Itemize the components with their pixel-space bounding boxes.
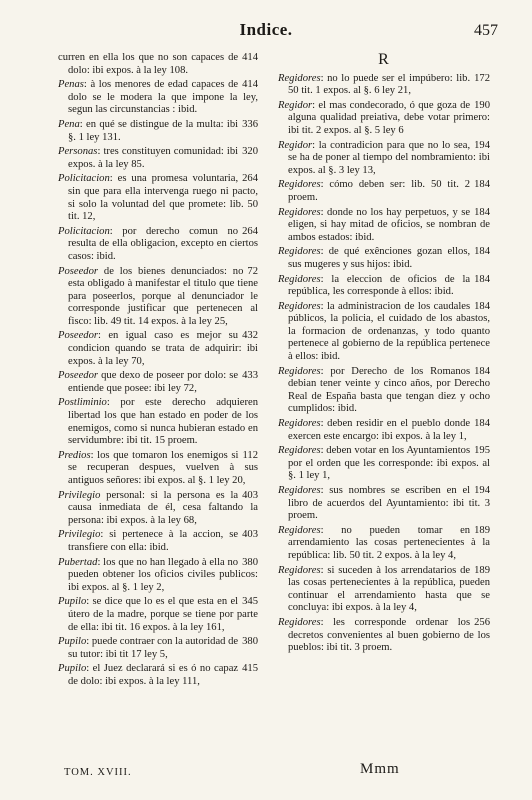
entry-headword: Regidores	[278, 273, 321, 285]
entry-page-ref: 380	[242, 556, 258, 568]
entry-page-ref: 345	[242, 596, 258, 608]
index-entry	[58, 397, 258, 447]
entry-text: : puede contraer con la autoridad de su tutor: ibi tit 17 ley 5,	[68, 636, 239, 660]
page-header-title: Indice.	[239, 20, 293, 39]
index-entry	[58, 529, 258, 554]
entry-page-ref: 403	[242, 489, 258, 501]
entry-page-ref: 320	[242, 146, 258, 158]
entry-page-ref: 264	[242, 173, 258, 185]
entry-page-ref: 195	[474, 445, 490, 457]
entry-headword: Personas	[58, 146, 98, 158]
index-entry	[278, 73, 490, 98]
index-entry	[278, 274, 490, 299]
entry-text: : sus nombres se escriben en el libro de acuerdos del Ayuntamiento: ibi tit. 3 proem.	[288, 485, 490, 522]
page-number: 457	[474, 22, 498, 39]
index-entry	[278, 565, 490, 615]
entry-headword: Regidores	[278, 300, 321, 312]
entry-page-ref: 414	[242, 79, 258, 91]
entry-text: : los que no han llegado à ella no pueden obtener los oficios civiles publicos: ibi expos. al §. 1 ley 2,	[68, 556, 258, 593]
entry-page-ref: 414	[242, 52, 258, 63]
entry-page-ref: 190	[474, 99, 490, 111]
entry-page-ref: 403	[242, 529, 258, 541]
entry-page-ref: 184	[474, 365, 490, 377]
index-entry	[278, 100, 490, 138]
entry-headword: Poseedor	[58, 370, 99, 382]
footer-signature: Mmm	[360, 761, 400, 777]
entry-headword: Policitacion	[58, 173, 110, 185]
index-entry	[278, 617, 490, 655]
entry-text: : se dice que lo es el que esta en el útero de la madre, porque se tiene por parte de ella: ibi tit. 16 expos. à la ley 161,	[68, 596, 258, 633]
entry-page-ref: 264	[242, 225, 258, 237]
entry-page-ref: 184	[474, 418, 490, 430]
entry-text: : deben votar en los Ayuntamientos por el orden que les corresponde: ibi expos. al §. 1 ley 1,	[288, 445, 490, 482]
entry-page-ref: 256	[474, 616, 490, 628]
entry-text: : la eleccion de oficios de la república, les corresponde à ellos: ibid.	[288, 273, 471, 298]
index-entry	[278, 525, 490, 563]
entry-text: : cómo deben ser: lib. 50 tit. 2 proem.	[288, 179, 471, 203]
entry-headword: Regidor	[278, 99, 313, 111]
index-entry	[58, 636, 258, 661]
entry-text: : en qué se distingue de la multa: ibi §. 1 ley 131.	[68, 118, 239, 143]
entry-headword: Poseedor	[58, 330, 99, 342]
index-entry	[58, 663, 258, 688]
index-entry	[278, 246, 490, 271]
entry-headword: Regidores	[278, 445, 321, 457]
entry-text: : el mas condecorado, ó que goza de alguna qualidad preiativa, debe votar primero: ibi tit. 2 expos. al §. 5 ley 6	[288, 99, 490, 136]
entry-page-ref: 189	[474, 524, 490, 536]
index-entry	[278, 366, 490, 416]
index-entry	[58, 119, 258, 144]
section-letter: R	[378, 51, 390, 68]
entry-text: : la administracion de los caudales públicos, la policia, el cuidado de los abastos, la formacion de ordenanzas, y todo quanto pertenece al gobierno de la república pertenece à ellos: ibid.	[288, 300, 490, 363]
entry-text: : en igual caso es mejor su condicion quando se trata de adquirir: ibi expos. à la ley 70,	[68, 330, 258, 367]
entry-text: : tres constituyen comunidad: ibi expos. à la ley 85.	[68, 146, 239, 170]
entry-headword: Regidores	[278, 616, 321, 628]
index-entry	[278, 445, 490, 483]
entry-page-ref: 194	[474, 139, 490, 151]
entry-headword: Regidores	[278, 485, 321, 496]
entry-page-ref: 184	[474, 300, 490, 312]
entry-text: : por derecho comun no resulta de ella obligacion, excepto en ciertos casos: ibid.	[68, 225, 258, 262]
entry-page-ref: 184	[474, 206, 490, 218]
entry-headword: Regidores	[278, 365, 321, 377]
entry-page-ref: 336	[242, 118, 258, 130]
index-entry	[58, 370, 258, 395]
index-column-right	[278, 52, 490, 657]
entry-headword: Privilegio	[58, 489, 101, 501]
entry-headword: Regidores	[278, 246, 321, 258]
entry-page-ref: 432	[242, 330, 258, 342]
index-entry	[278, 179, 490, 204]
entry-text: : es una promesa voluntaria, sin que para ella intervenga ruego ni pacto, si solo la voluntad del que promete: lib. 50 tit. 12,	[68, 173, 258, 223]
entry-page-ref: 172	[474, 72, 490, 84]
index-entry	[58, 226, 258, 264]
entry-text: : los que tomaron los enemigos si se recuperan despues, vuelven à sus antiguos señores: ibi expos. al §. 1 ley 20,	[68, 449, 258, 486]
entry-page-ref: 72	[247, 265, 258, 277]
entry-text: : el Juez declarará si es ó no capaz de dolo: ibi expos. à la ley 111,	[68, 663, 239, 687]
footer-volume: TOM. XVIII.	[64, 767, 132, 778]
entry-page-ref: 189	[474, 564, 490, 576]
entry-headword: Privilegio	[58, 529, 101, 541]
entry-text: : por Derecho de los Romanos debian tener veinte y cinco años, por Derecho Real de España basta que tengan diez y ocho cumplidos: ibid.	[288, 365, 490, 415]
entry-text: : donde no los hay perpetuos, y se eligen, si hay mitad de oficios, se nombran de ambos estados: ibid.	[288, 206, 490, 243]
entry-headword: Pupilo	[58, 596, 87, 608]
entry-page-ref: 433	[242, 370, 258, 382]
entry-text: : si suceden à los arrendatarios de las cosas pertenecientes à la república, pueden continuar el arrendamiento hasta que se concluya: ibi expos. à la ley 4,	[288, 564, 490, 614]
index-entry	[58, 79, 258, 117]
index-entry	[278, 207, 490, 245]
entry-headword: Regidores	[278, 179, 321, 191]
entry-headword: Penas	[58, 79, 84, 91]
entry-headword: Pupilo	[58, 636, 87, 648]
entry-text: : no pueden tomar en arrendamiento las cosas pertenecientes à la república: lib. 50 tit. 2 expos. à la ley 4,	[288, 524, 490, 561]
entry-page-ref: 112	[242, 449, 258, 461]
entry-headword: Regidores	[278, 418, 321, 430]
entry-headword: Pubertad	[58, 556, 98, 568]
entry-headword: Regidores	[278, 206, 321, 218]
index-entry	[58, 173, 258, 223]
entry-text: personal: si la persona es la causa inmediata de él, cesa faltando la persona: ibi expos. à la ley 68,	[68, 489, 258, 526]
entry-text: de los bienes denunciados: no esta obligado à manifestar el titulo que tiene para poseerlos, porque al denunciador le corresponde justificar que pertenecen al fisco: lib. 49 tit. 14 expos. à la ley 25,	[68, 265, 258, 327]
entry-text: : les corresponde ordenar los decretos convenientes al buen gobierno de los pueblos: ibi tit. 3 proem.	[288, 616, 490, 654]
entry-page-ref: 415	[242, 663, 258, 675]
index-entry	[58, 557, 258, 595]
entry-text: curren en ella los que no son capaces de dolo: ibi expos. à la ley 108.	[58, 52, 239, 76]
index-entry	[278, 301, 490, 364]
index-entry	[58, 596, 258, 634]
index-entry	[278, 418, 490, 443]
entry-text: : si pertenece à la accion, se transfiere con ella: ibid.	[68, 529, 239, 553]
entry-page-ref: 380	[242, 636, 258, 648]
index-entry	[58, 330, 258, 368]
entry-text: : por este derecho adquieren libertad los que han estado en poder de los enemigos, como si nunca hubieran estado en servidumbre: ibi tit. 15 proem.	[68, 397, 258, 447]
entry-headword: Regidores	[278, 524, 321, 536]
index-entry	[58, 52, 258, 77]
entry-headword: Regidores	[278, 564, 321, 576]
entry-text: : deben residir en el pueblo donde exercen este encargo: ibi expos. à la ley 1,	[288, 418, 471, 442]
index-entry	[278, 140, 490, 178]
section-r-entries	[278, 73, 490, 655]
entry-headword: Regidores	[278, 72, 321, 84]
index-column-left	[58, 52, 258, 691]
index-entry	[278, 485, 490, 523]
entry-headword: Policitacion	[58, 225, 110, 237]
entry-text: que dexo de poseer por dolo: se entiende que posee: ibi ley 72,	[68, 370, 239, 394]
entry-headword: Predios	[58, 449, 91, 461]
entry-page-ref: 184	[474, 179, 490, 191]
index-entry	[58, 490, 258, 528]
entry-page-ref: 194	[474, 485, 490, 496]
index-entry	[58, 266, 258, 329]
entry-page-ref: 184	[474, 273, 490, 285]
entry-text: : no lo puede ser el impúbero: lib. 50 tit. 1 expos. al §. 6 ley 21,	[288, 72, 471, 97]
entry-page-ref: 184	[474, 246, 490, 258]
entry-headword: Postliminio	[58, 397, 107, 409]
index-entry	[58, 450, 258, 488]
entry-headword: Poseedor	[58, 265, 99, 277]
entry-headword: Pena	[58, 118, 80, 130]
entry-text: : à los menores de edad capaces de dolo se le modera la que impone la ley, segun las circunstancias : ibid.	[68, 79, 258, 116]
index-entry	[58, 146, 258, 171]
entry-headword: Pupilo	[58, 663, 87, 675]
entry-text: : la contradicion para que no lo sea, se ha de poner al tiempo del nombramiento: ibi expos. al §. 3 ley 13,	[288, 139, 490, 176]
entry-headword: Regidor	[278, 139, 313, 151]
entry-text: : de qué exênciones gozan ellos, sus mugeres y sus hijos: ibid.	[288, 246, 471, 270]
